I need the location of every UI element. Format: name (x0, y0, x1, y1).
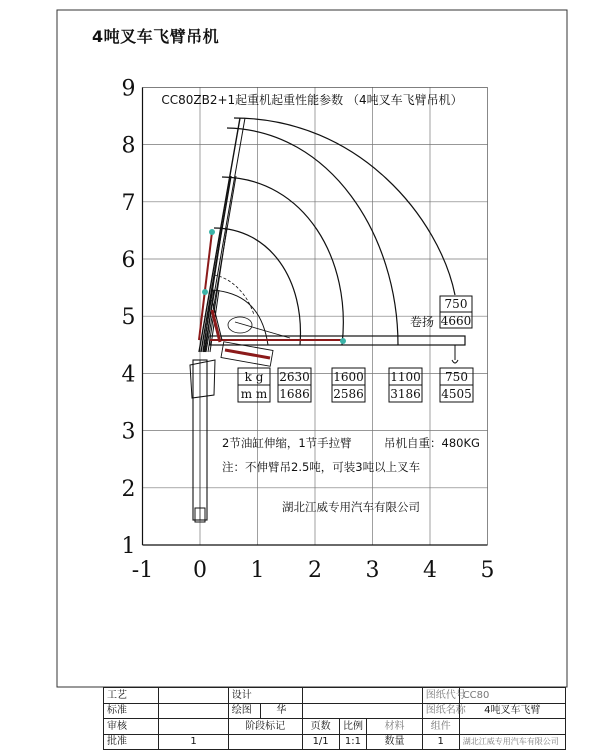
title-block-row (104, 703, 566, 719)
y-tick-label: 6 (121, 248, 136, 273)
cell-scale-value: 1:1 (339, 734, 367, 750)
cell-stage-mark: 阶段标记 (228, 719, 302, 735)
envelope-arc (212, 290, 268, 345)
x-tick-label: 1 (250, 558, 265, 583)
cell-design: 设计 (228, 688, 302, 704)
turret (190, 360, 215, 398)
top-box-mm: 4660 (440, 314, 472, 328)
capacity-envelope (212, 118, 455, 345)
axes (57, 10, 567, 687)
hoist-label: 卷扬 (410, 315, 435, 329)
cell-drawing-name: 4吨叉车飞臂 (459, 703, 565, 719)
y-tick-label: 5 (121, 305, 136, 331)
cell-pages-value: 1/1 (302, 734, 339, 750)
envelope-arc (222, 177, 343, 345)
y-tick-label: 4 (121, 362, 136, 388)
cell-approve: 批准 (104, 734, 159, 750)
x-tick-label: 0 (193, 558, 207, 583)
title-block-row (104, 688, 566, 704)
y-tick-label: 8 (121, 133, 136, 159)
load-mm-value: 1686 (279, 387, 310, 401)
x-tick-label: 5 (480, 558, 495, 583)
y-tick-label: 7 (121, 190, 136, 216)
load-mm-value: 3186 (390, 387, 421, 401)
title-block-row (104, 734, 566, 750)
cell-drawing: 绘图 (228, 703, 260, 719)
page-title: 4吨叉车飞臂吊机 (92, 27, 220, 46)
load-kg-value: 750 (445, 370, 468, 384)
y-tick-label: 2 (121, 476, 136, 502)
grid (143, 87, 488, 545)
cell-craft: 工艺 (104, 688, 159, 704)
y-tick-label: 1 (121, 534, 136, 559)
note-cylinders: 2节油缸伸缩，1节手拉臂 (222, 436, 352, 450)
load-mm-value: 2586 (333, 387, 364, 401)
x-tick-label: 4 (423, 558, 437, 583)
y-tick-label: 9 (121, 76, 136, 102)
top-box-kg: 750 (444, 297, 468, 311)
x-tick-label: 2 (308, 558, 322, 583)
title-block-row (104, 719, 566, 735)
cell-review: 审核 (104, 719, 159, 735)
note-company: 湖北江威专用汽车有限公司 (282, 500, 420, 514)
load-mm-value: 4505 (441, 387, 472, 401)
cell-drafter: 华 (261, 703, 303, 719)
cell-quantity-value: 1 (422, 734, 459, 750)
y-tick-label: 3 (121, 419, 136, 445)
cell-stage-value: 1 (159, 734, 228, 750)
cell-company: 湖北江威专用汽车有限公司 (459, 734, 565, 750)
boom-position (199, 118, 240, 352)
unit-kg: k g (244, 370, 264, 384)
x-tick-label: -1 (131, 558, 154, 583)
boom-joint (340, 338, 346, 344)
load-kg-value: 1600 (333, 370, 364, 384)
note-weight: 吊机自重：480KG (384, 436, 480, 450)
cell-material: 材料 (367, 719, 422, 735)
winch-icon (228, 317, 252, 333)
boom-joint (202, 289, 208, 295)
x-tick-label: 3 (365, 558, 380, 583)
cell-pages: 页数 (302, 719, 339, 735)
hook-icon (452, 360, 458, 363)
cell-drawing-code-label: 图纸代号 (422, 688, 459, 704)
cell-standard: 标准 (104, 703, 159, 719)
load-kg-value: 1100 (390, 370, 421, 384)
load-kg-value: 2630 (279, 370, 310, 384)
cell-scale: 比例 (339, 719, 367, 735)
note-remark: 注：不伸臂吊2.5吨，可装3吨以上叉车 (222, 460, 421, 474)
sheet-frame (57, 10, 567, 687)
luffing-cylinder (225, 350, 270, 358)
cell-quantity: 数量 (367, 734, 422, 750)
cell-drawing-name-label: 图纸名称 (422, 703, 459, 719)
unit-mm: m m (240, 387, 268, 401)
title-block (103, 687, 566, 750)
boom-joint (209, 229, 215, 235)
cell-assembly: 组件 (422, 719, 459, 735)
cell-drawing-code: CC80 (459, 688, 565, 704)
chart-title: CC80ZB2+1起重机起重性能参数 （4吨叉车飞臂吊机） (161, 93, 463, 107)
